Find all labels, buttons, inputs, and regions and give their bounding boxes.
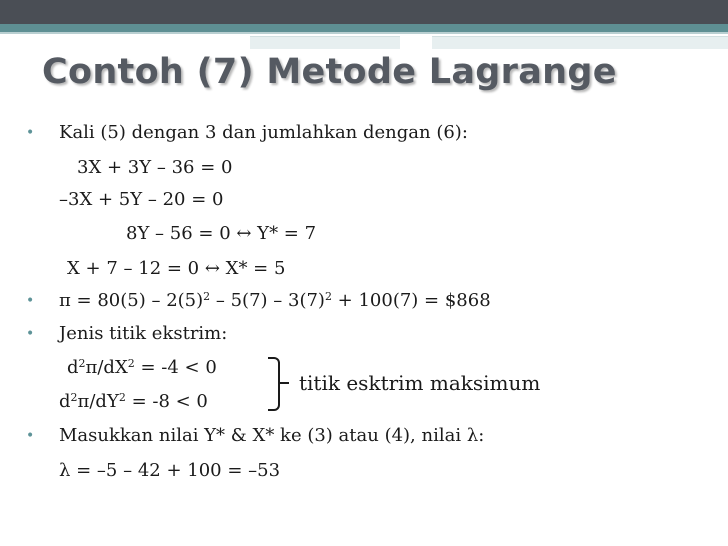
bullet-jenis-titik: Jenis titik ekstrim: [59, 323, 228, 344]
d2y-part-2: π/dY [77, 391, 119, 412]
equation-2: –3X + 5Y – 20 = 0 [59, 189, 224, 210]
d2x-part-3: = -4 < 0 [134, 357, 217, 378]
decorative-strip [432, 36, 728, 49]
second-derivative-y [59, 390, 208, 414]
d2x-part-2: π/dX [85, 357, 128, 378]
bullet-marker: • [26, 125, 35, 141]
equation-4: X + 7 – 12 = 0 ↔ X* = 5 [67, 258, 286, 279]
profit-exponent-1: 2 [203, 290, 211, 303]
bullet-marker: • [26, 293, 35, 309]
profit-equation [59, 289, 491, 313]
brace-tick [279, 382, 289, 384]
profit-part-2: – 5(7) – 3(7) [210, 290, 325, 311]
equation-1: 3X + 3Y – 36 = 0 [77, 157, 233, 178]
bullet-masukkan: Masukkan nilai Y* & X* ke (3) atau (4), nilai λ: [59, 425, 485, 446]
top-accent-band [0, 24, 728, 32]
brace-bracket [268, 357, 280, 411]
bullet-marker: • [26, 326, 35, 342]
d2x-exponent-2: 2 [127, 357, 135, 370]
d2y-part-1: d [59, 391, 71, 412]
d2x-exponent-1: 2 [78, 357, 86, 370]
decorative-strip [250, 36, 400, 49]
d2y-exponent-2: 2 [118, 391, 126, 404]
slide-title: Contoh (7) Metode Lagrange [42, 52, 617, 92]
top-banner [0, 0, 728, 24]
d2x-part-1: d [67, 357, 79, 378]
second-derivative-x [67, 356, 217, 380]
bullet-kali: Kali (5) dengan 3 dan jumlahkan dengan (6): [59, 122, 468, 143]
equation-3: 8Y – 56 = 0 ↔ Y* = 7 [126, 223, 317, 244]
d2y-exponent-1: 2 [70, 391, 78, 404]
profit-exponent-2: 2 [324, 290, 332, 303]
lambda-equation: λ = –5 – 42 + 100 = –53 [59, 460, 281, 481]
d2y-part-3: = -8 < 0 [125, 391, 208, 412]
profit-part-3: + 100(7) = $868 [331, 290, 491, 311]
bullet-marker: • [26, 428, 35, 444]
brace-annotation: titik esktrim maksimum [299, 371, 541, 395]
profit-part-1: π = 80(5) – 2(5) [59, 290, 204, 311]
top-accent-line [0, 32, 728, 34]
